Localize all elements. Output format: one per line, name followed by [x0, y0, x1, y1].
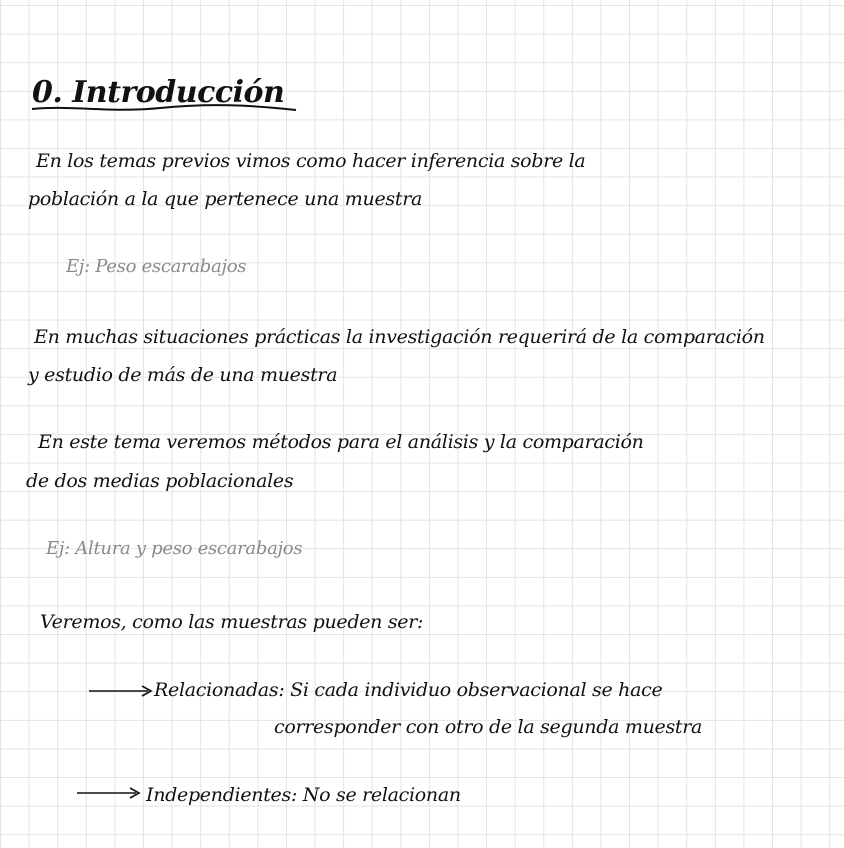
bullet-related-line-2: corresponder con otro de la segunda muestra [274, 716, 703, 738]
paragraph-2-line-1: En muchas situaciones prácticas la investigación requerirá de la comparación [34, 326, 765, 348]
arrow-right-icon [76, 786, 142, 800]
paragraph-2-line-2: y estudio de más de una muestra [28, 364, 338, 386]
example-1: Ej: Peso escarabajos [66, 256, 247, 277]
paragraph-3-line-1: En este tema veremos métodos para el análisis y la comparación [38, 431, 644, 453]
paragraph-1-line-1: En los temas previos vimos como hacer inferencia sobre la [36, 150, 586, 172]
section-title: 0. Introducción [32, 75, 285, 110]
arrow-right-icon [88, 684, 154, 698]
title-underline [30, 101, 298, 115]
bullet-related-line-1: Relacionadas: Si cada individuo observacional se hace [154, 679, 663, 701]
paragraph-1-line-2: población a la que pertenece una muestra [28, 188, 423, 210]
paragraph-3-line-2: de dos medias poblacionales [26, 470, 294, 492]
bullet-independent-line-1: Independientes: No se relacionan [146, 784, 461, 806]
example-2: Ej: Altura y peso escarabajos [46, 538, 303, 559]
paragraph-4-line-1: Veremos, como las muestras pueden ser: [40, 611, 424, 633]
